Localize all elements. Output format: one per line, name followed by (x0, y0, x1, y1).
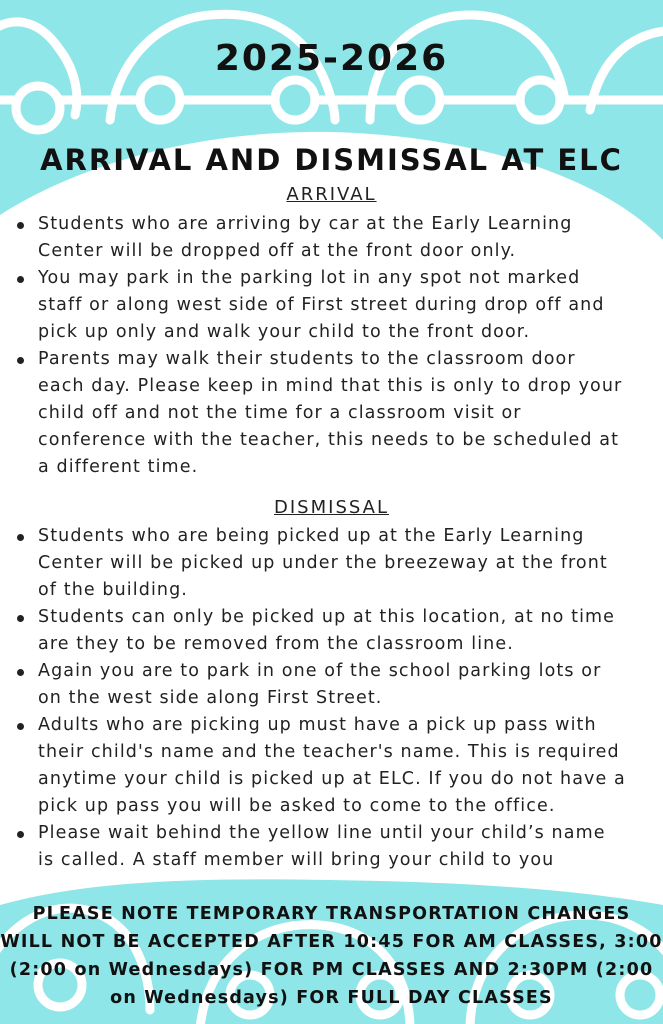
note-line: (2:00 on Wednesdays) FOR PM CLASSES AND 2:30PM (2:00 (9, 960, 654, 980)
list-item: Again you are to park in one of the school parking lots or on the west side along First Street. (0, 658, 628, 712)
arrival-heading: ARRIVAL (286, 184, 377, 205)
page-title: ARRIVAL AND DISMISSAL AT ELC (40, 143, 623, 177)
list-item: Students who are being picked up at the Early Learning Center will be picked up under the breezeway at the front of the building. (0, 523, 628, 604)
list-item: Parents may walk their students to the classroom door each day. Please keep in mind that this is only to drop your child off and not the time for a classroom visit or conference with the teacher, this needs to be scheduled at a different time. (0, 346, 628, 481)
note-line: on Wednesdays) FOR FULL DAY CLASSES (110, 988, 553, 1008)
dismissal-heading: DISMISSAL (274, 497, 389, 518)
list-item: Students who are arriving by car at the Early Learning Center will be dropped off at the front door only. (0, 211, 628, 265)
school-year: 2025-2026 (214, 38, 449, 79)
list-item: You may park in the parking lot in any spot not marked staff or along west side of First street during drop off and pick up only and walk your child to the front door. (0, 265, 628, 346)
list-item: Please wait behind the yellow line until your child’s name is called. A staff member will bring your child to you (0, 820, 628, 874)
transportation-note (0, 900, 663, 1012)
note-line: WILL NOT BE ACCEPTED AFTER 10:45 FOR AM CLASSES, 3:00 (0, 932, 663, 952)
list-item: Students can only be picked up at this location, at no time are they to be removed from the classroom line. (0, 604, 628, 658)
list-item: Adults who are picking up must have a pick up pass with their child's name and the teacher's name. This is required anytime your child is picked up at ELC. If you do not have a pick up pass you will be asked to come to the office. (0, 712, 628, 820)
note-line: PLEASE NOTE TEMPORARY TRANSPORTATION CHANGES (32, 904, 631, 924)
arrival-list (0, 211, 628, 481)
dismissal-list (0, 523, 628, 874)
